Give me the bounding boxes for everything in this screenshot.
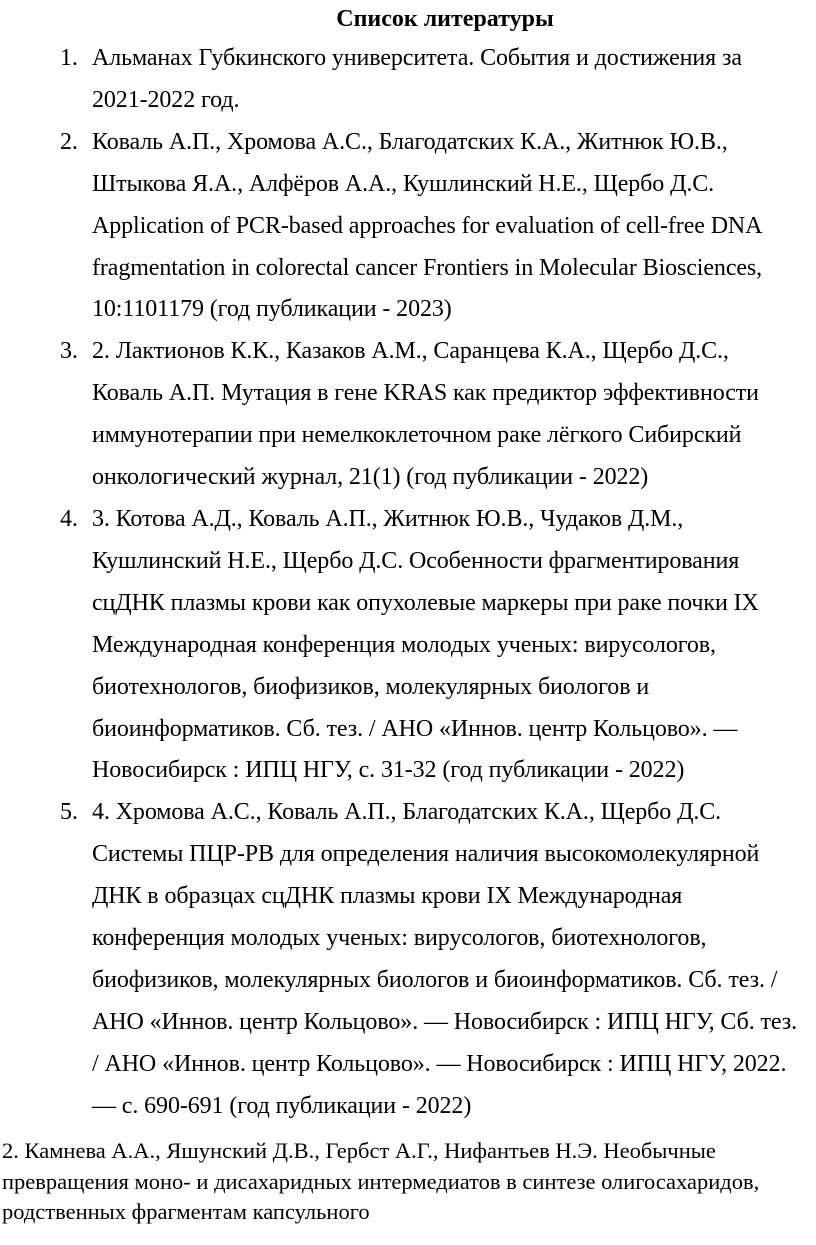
reference-item-5 <box>0 792 816 1127</box>
reference-list <box>0 38 816 1128</box>
page-title: Список литературы <box>336 6 554 32</box>
reference-text: 4. Хромова А.С., Коваль А.П., Благодатских К.А., Щербо Д.С. Системы ПЦР-РВ для определения наличия высокомолекулярной ДНК в образцах сцДНК плазмы крови IX Международная конференция молодых ученых: вирусологов, биотехнологов, биофизиков, молекулярных биологов и биоинформатиков. Сб. тез. / АНО «Иннов. центр Кольцово». — Новосибирск : ИПЦ НГУ, Сб. тез. / АНО «Иннов. центр Кольцово». — Новосибирск : ИПЦ НГУ, 2022. — с. 690-691 (год публикации - 2022) <box>92 799 798 1119</box>
reference-text: 2. Лактионов К.К., Казаков А.М., Саранцева К.А., Щербо Д.С., Коваль А.П. Мутация в гене KRAS как предиктор эффективности иммунотерапии при немелкоклеточном раке лёгкого Сибирский онкологический журнал, 21(1) (год публикации - 2022) <box>92 338 759 491</box>
reference-item-1 <box>0 38 816 122</box>
reference-number: 1. <box>60 45 78 71</box>
reference-text: 3. Котова А.Д., Коваль А.П., Житнюк Ю.В., Чудаков Д.М., Кушлинский Н.Е., Щербо Д.С. Особенности фрагментирования сцДНК плазмы крови как опухолевые маркеры при раке почки IX Международная конференция молодых ученых: вирусологов, биотехнологов, биофизиков, молекулярных биологов и биоинформатиков. Сб. тез. / АНО «Иннов. центр Кольцово». — Новосибирск : ИПЦ НГУ, с. 31-32 (год публикации - 2022) <box>92 505 759 784</box>
reference-item-3 <box>0 331 816 499</box>
reference-item-2 <box>0 122 816 332</box>
reference-number: 4. <box>60 505 78 532</box>
reference-number: 3. <box>60 338 78 365</box>
reference-text: Альманах Губкинского университета. События и достижения за 2021-2022 год. <box>92 45 742 113</box>
reference-number: 2. <box>60 128 78 155</box>
trailing-reference-text: 2. Камнева А.А., Яшунский Д.В., Гербст А.Г., Нифантьев Н.Э. Необычные превращения моно- и дисахаридных интермедиатов в синтезе олигосахаридов, родственных фрагментам капсульного <box>2 1138 760 1224</box>
reference-number: 5. <box>60 799 78 826</box>
reference-item-4 <box>0 499 816 792</box>
reference-text: Коваль А.П., Хромова А.С., Благодатских К.А., Житнюк Ю.В., Штыкова Я.А., Алфёров А.А., Кушлинский Н.Е., Щербо Д.С. Application of PCR-based approaches for evaluation of cell-free DNA fragmentation in colorectal cancer Frontiers in Molecular Biosciences, 10:1101179 (год публикации - 2023) <box>92 128 763 323</box>
